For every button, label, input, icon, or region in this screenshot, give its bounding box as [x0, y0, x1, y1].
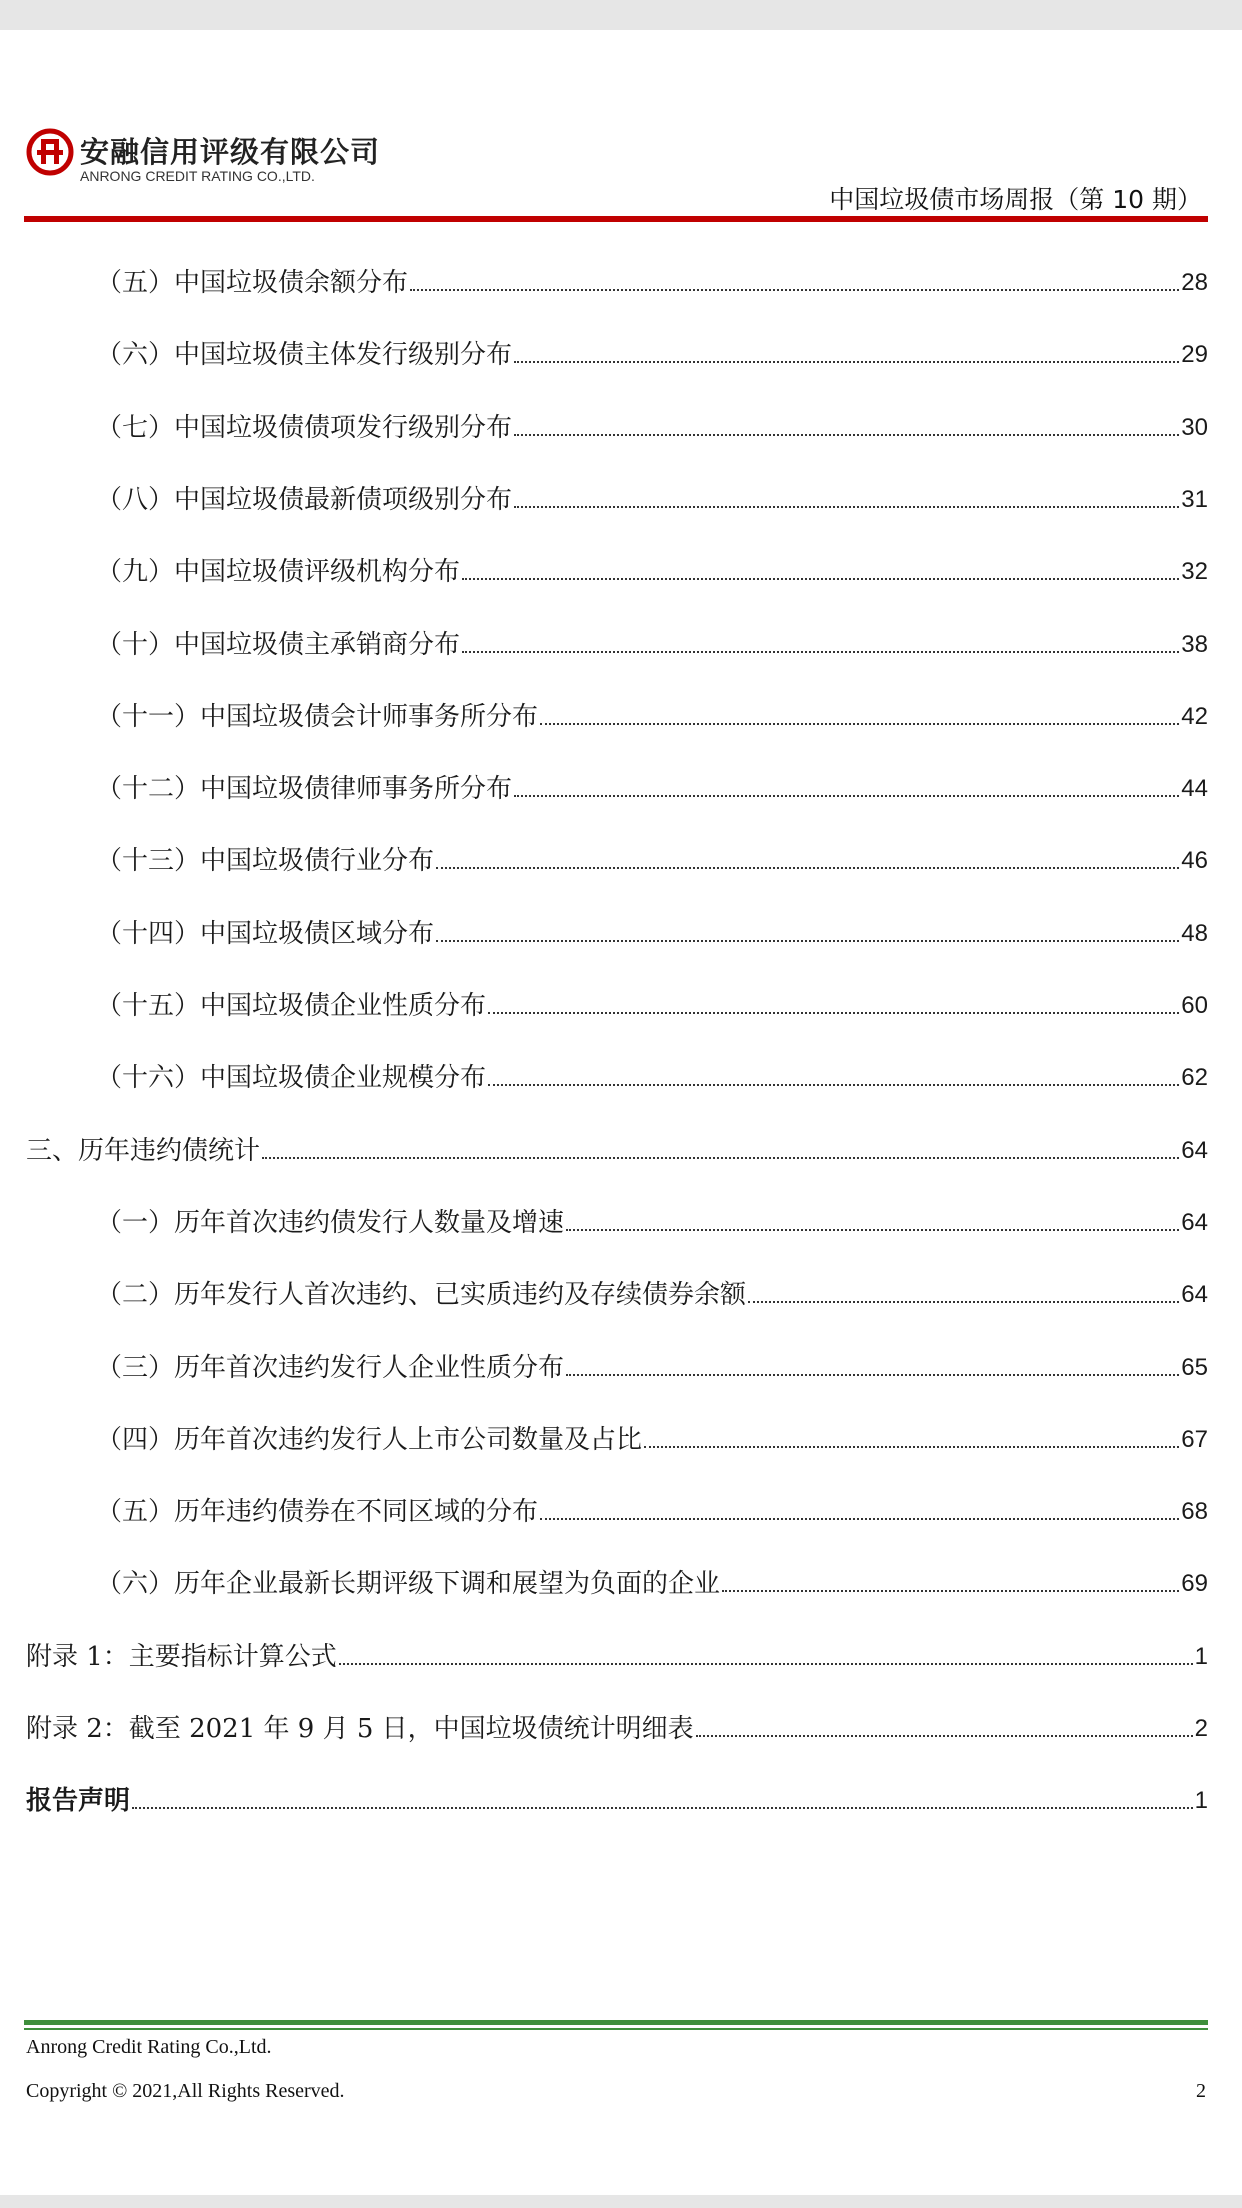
toc-entry-label: （十六）中国垃圾债企业规模分布	[96, 1063, 487, 1094]
toc-leader-dots	[514, 506, 1179, 508]
toc-entry[interactable]	[0, 1335, 1242, 1385]
toc-leader-dots	[262, 1157, 1179, 1159]
toc-leader-dots	[514, 434, 1179, 436]
toc-entry-label: （五）中国垃圾债余额分布	[96, 268, 409, 298]
toc-entry-label: （七）中国垃圾债债项发行级别分布	[96, 412, 513, 443]
toc-entry-page: 1	[1194, 1642, 1208, 1670]
toc-entry-label: （五）历年违约债券在不同区域的分布	[96, 1497, 539, 1528]
toc-entry-page: 38	[1181, 630, 1208, 658]
toc-leader-dots	[540, 723, 1179, 725]
toc-entry-page: 31	[1181, 485, 1208, 513]
toc-entry-label: （八）中国垃圾债最新债项级别分布	[96, 484, 513, 515]
toc-leader-dots	[514, 361, 1179, 363]
toc-entry[interactable]	[0, 467, 1242, 517]
toc-entry-label: （十四）中国垃圾债区域分布	[96, 918, 435, 949]
toc-leader-dots	[462, 651, 1179, 653]
toc-entry[interactable]	[0, 973, 1242, 1023]
toc-entry-label: （九）中国垃圾债评级机构分布	[96, 557, 461, 588]
toc-entry[interactable]	[0, 1118, 1242, 1168]
toc-entry-page: 28	[1181, 269, 1208, 296]
toc-entry-label: 附录 2：截至 2021 年 9 月 5 日，中国垃圾债统计明细表	[26, 1714, 694, 1744]
toc-entry[interactable]	[0, 250, 1242, 300]
toc-entry-label: 附录 1：主要指标计算公式	[26, 1641, 337, 1672]
toc-leader-dots	[436, 940, 1179, 942]
toc-entry-label: （十二）中国垃圾债律师事务所分布	[96, 774, 513, 805]
toc-entry-label: （十三）中国垃圾债行业分布	[96, 846, 435, 877]
toc-leader-dots	[540, 1518, 1179, 1520]
footer-company: Anrong Credit Rating Co.,Ltd.	[26, 2036, 272, 2058]
toc-entry-page: 46	[1181, 847, 1208, 875]
toc-entry[interactable]	[0, 1696, 1242, 1746]
toc-leader-dots	[339, 1663, 1193, 1665]
toc-entry[interactable]	[0, 828, 1242, 878]
toc-entry-page: 2	[1194, 1715, 1208, 1742]
toc-leader-dots	[436, 867, 1179, 869]
toc-entry[interactable]	[0, 1551, 1242, 1601]
toc-entry-page: 64	[1181, 1208, 1208, 1236]
toc-entry-page: 48	[1181, 919, 1208, 947]
toc-entry[interactable]	[0, 684, 1242, 734]
toc-entry-page: 64	[1181, 1281, 1208, 1309]
toc-leader-dots	[566, 1374, 1179, 1376]
toc-entry-page: 69	[1181, 1570, 1208, 1598]
toc-entry[interactable]	[0, 1262, 1242, 1312]
toc-entry[interactable]	[0, 756, 1242, 806]
toc-entry[interactable]	[0, 395, 1242, 445]
toc-entry[interactable]	[0, 1190, 1242, 1240]
toc-entry-label: 三、历年违约债统计	[26, 1135, 261, 1166]
toc-leader-dots	[410, 289, 1179, 291]
toc-entry-page: 67	[1181, 1425, 1208, 1453]
toc-leader-dots	[132, 1807, 1193, 1809]
toc-leader-dots	[514, 795, 1179, 797]
toc-entry-page: 30	[1181, 413, 1208, 441]
toc-leader-dots	[462, 578, 1179, 580]
anrong-logo-icon	[26, 128, 74, 176]
toc-entry-page: 1	[1194, 1787, 1208, 1815]
toc-entry[interactable]	[0, 1407, 1242, 1457]
toc-entry[interactable]	[0, 612, 1242, 662]
toc-entry-label: （十一）中国垃圾债会计师事务所分布	[96, 701, 539, 732]
toc-entry-page: 29	[1181, 341, 1208, 369]
footer-divider-thin	[24, 2028, 1208, 2030]
toc-entry-label: （六）历年企业最新长期评级下调和展望为负面的企业	[96, 1569, 721, 1600]
toc-entry-label: （十五）中国垃圾债企业性质分布	[96, 991, 487, 1021]
toc-entry-page: 68	[1181, 1498, 1208, 1526]
toc-entry-label: 报告声明	[26, 1786, 131, 1817]
toc-leader-dots	[488, 1084, 1179, 1086]
footer-copyright: Copyright © 2021,All Rights Reserved.	[26, 2080, 345, 2102]
document-page	[0, 30, 1242, 2195]
header-divider	[24, 216, 1208, 222]
toc-entry[interactable]	[0, 1768, 1242, 1818]
toc-entry-label: （六）中国垃圾债主体发行级别分布	[96, 340, 513, 371]
toc-entry-page: 32	[1181, 558, 1208, 586]
toc-entry-page: 65	[1181, 1353, 1208, 1381]
toc-entry-page: 64	[1181, 1136, 1208, 1164]
toc-entry-page: 44	[1181, 775, 1208, 803]
page-number: 2	[1196, 2080, 1206, 2102]
toc-entry[interactable]	[0, 322, 1242, 372]
toc-entry-label: （四）历年首次违约发行人上市公司数量及占比	[96, 1424, 643, 1455]
toc-entry-page: 60	[1181, 992, 1208, 1019]
toc-entry[interactable]	[0, 539, 1242, 589]
toc-leader-dots	[696, 1735, 1193, 1737]
toc-leader-dots	[722, 1590, 1179, 1592]
toc-entry[interactable]	[0, 1624, 1242, 1674]
toc-leader-dots	[488, 1012, 1179, 1014]
toc-entry[interactable]	[0, 1479, 1242, 1529]
toc-leader-dots	[644, 1446, 1179, 1448]
report-title: 中国垃圾债市场周报（第 10 期）	[829, 185, 1202, 214]
toc-entry[interactable]	[0, 901, 1242, 951]
toc-entry-label: （三）历年首次违约发行人企业性质分布	[96, 1352, 565, 1383]
toc-entry-page: 42	[1181, 702, 1208, 730]
toc-leader-dots	[748, 1301, 1179, 1303]
toc-entry-page: 62	[1181, 1064, 1208, 1092]
footer-divider	[24, 2020, 1208, 2025]
toc-entry-label: （十）中国垃圾债主承销商分布	[96, 629, 461, 660]
toc-entry[interactable]	[0, 1045, 1242, 1095]
toc-leader-dots	[566, 1229, 1179, 1231]
toc-entry-label: （二）历年发行人首次违约、已实质违约及存续债券余额	[96, 1280, 747, 1311]
toc-entry-label: （一）历年首次违约债发行人数量及增速	[96, 1207, 565, 1238]
company-name-cn: 安融信用评级有限公司	[80, 135, 381, 169]
company-name-en: ANRONG CREDIT RATING CO.,LTD.	[80, 168, 315, 184]
